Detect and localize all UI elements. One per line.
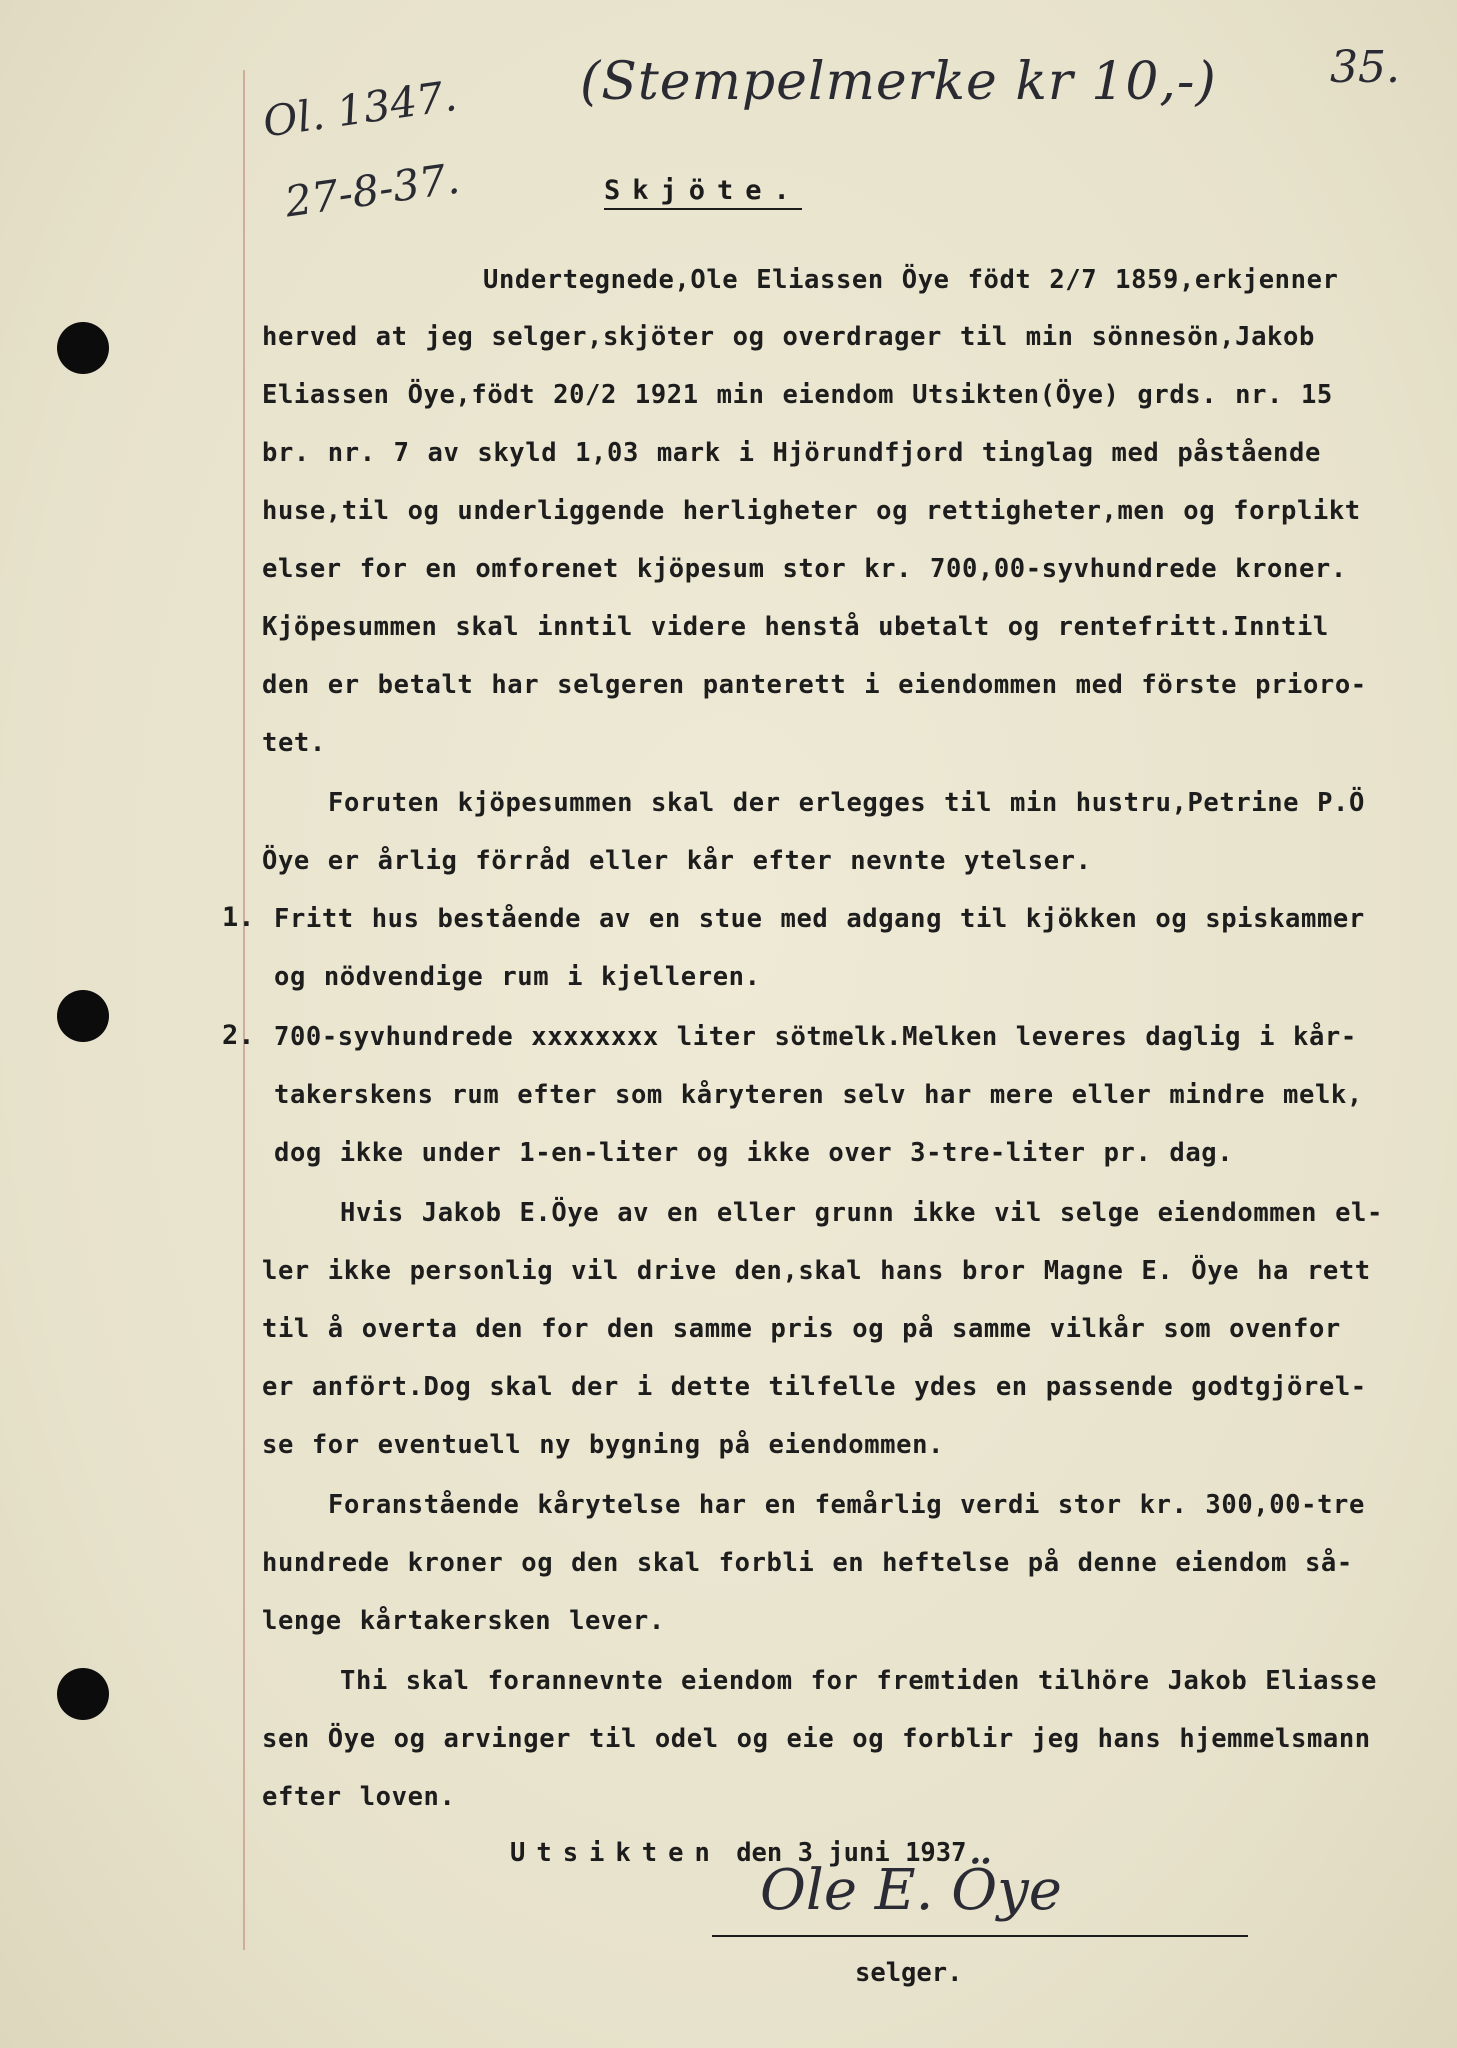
text-line-11: Öye er årlig förråd eller kår efter nevnte ytelser. [262,846,1092,876]
text-line-23: hundrede kroner og den skal forbli en heftelse på denne eiendom så- [262,1548,1353,1578]
page-number: 35. [1330,42,1400,93]
text-line-19: til å overta den for den samme pris og på samme vilkår som ovenfor [262,1314,1341,1344]
margin-line [243,70,245,1950]
signature-line [712,1935,1248,1937]
punch-hole-top [57,322,109,374]
signature: Ole E. Öye [760,1858,1062,1923]
text-line-3: Eliassen Öye,födt 20/2 1921 min eiendom Utsikten(Öye) grds. nr. 15 [262,380,1333,410]
text-line-27: efter loven. [262,1782,456,1812]
text-line-8: den er betalt har selgeren panterett i eiendommen med förste prioro- [262,670,1367,700]
item-number-2: 2. [222,1020,255,1051]
case-number: Ol. 1347. [260,70,460,147]
item-number-1: 1. [222,902,255,933]
place-name: Utsikten [510,1838,721,1868]
text-line-4: br. nr. 7 av skyld 1,03 mark i Hjörundfjord tinglag med påstående [262,438,1321,468]
document-title: Skjöte. [604,175,802,210]
punch-hole-bottom [57,1668,109,1720]
text-line-17: Hvis Jakob E.Öye av en eller grunn ikke vil selge eiendommen el- [340,1198,1383,1228]
text-line-24: lenge kårtakersken lever. [262,1606,665,1636]
document-date: den 3 juni 1937 [736,1838,967,1868]
text-line-13: og nödvendige rum i kjelleren. [274,962,761,992]
case-date: 27-8-37. [282,153,463,227]
text-line-18: ler ikke personlig vil drive den,skal hans bror Magne E. Öye ha rett [262,1256,1371,1286]
punch-hole-middle [57,990,109,1042]
text-line-15: takerskens rum efter som kåryteren selv har mere eller mindre melk, [274,1080,1363,1110]
text-line-10: Foruten kjöpesummen skal der erlegges til min hustru,Petrine P.Ö [328,788,1365,818]
text-line-22: Foranstående kårytelse har en femårlig verdi stor kr. 300,00-tre [328,1490,1365,1520]
text-line-21: se for eventuell ny bygning på eiendommen. [262,1430,944,1460]
text-line-5: huse,til og underliggende herligheter og rettigheter,men og forplikt [262,496,1361,526]
text-line-16: dog ikke under 1-en-liter og ikke over 3-tre-liter pr. dag. [274,1138,1234,1168]
text-line-6: elser for en omforenet kjöpesum stor kr. 700,00-syvhundrede kroner. [262,554,1347,584]
text-line-1: Undertegnede,Ole Eliassen Öye födt 2/7 1859,erkjenner [483,265,1339,295]
text-line-7: Kjöpesummen skal inntil videre henstå ubetalt og rentefritt.Inntil [262,612,1329,642]
signer-role: selger. [855,1958,963,1988]
text-line-25: Thi skal forannevnte eiendom for fremtiden tilhöre Jakob Eliasse [340,1666,1377,1696]
text-line-26: sen Öye og arvinger til odel og eie og forblir jeg hans hjemmelsmann [262,1724,1371,1754]
stamp-fee-note: (Stempelmerke kr 10,-) [580,52,1217,112]
text-line-12: Fritt hus bestående av en stue med adgang til kjökken og spiskammer [274,904,1365,934]
text-line-14: 700-syvhundrede xxxxxxxx liter sötmelk.Melken leveres daglig i kår- [274,1022,1357,1052]
text-line-2: herved at jeg selger,skjöter og overdrager til min sönnesön,Jakob [262,322,1315,352]
text-line-9: tet. [262,728,326,758]
text-line-20: er anfört.Dog skal der i dette tilfelle ydes en passende godtgjörel- [262,1372,1367,1402]
